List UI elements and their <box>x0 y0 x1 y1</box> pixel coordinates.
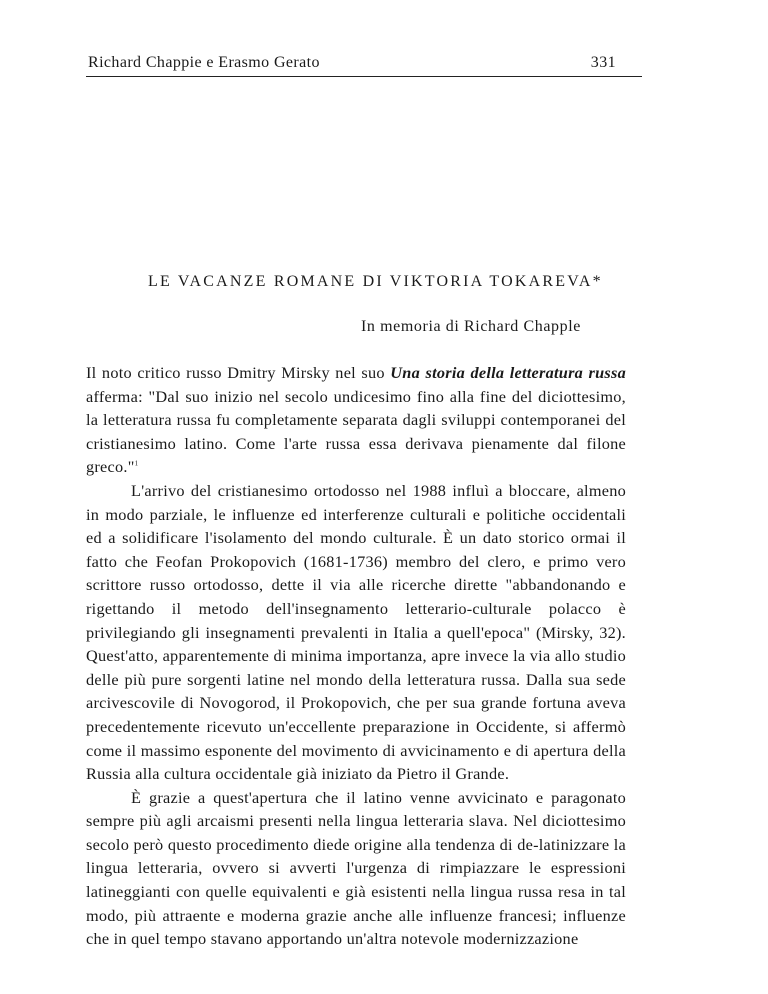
paragraph-1-rest: afferma: "Dal suo inizio nel secolo undicesimo fino alla fine del diciottesimo, la letteratura russa fu completamente separata dagli sviluppi contemporanei del cristianesimo latino. Come l'arte russa essa derivava pienamente dal filone greco." <box>86 386 626 477</box>
paragraph-2: L'arrivo del cristianesimo ortodosso nel 1988 influì a bloccare, almeno in modo parziale, le influenze ed interferenze culturali e politiche occidentali ed a solidificare l'isolamento del mondo culturale. È un dato storico ormai il fatto che Feofan Prokopovich (1681-1736) membro del clero, e primo vero scrittore russo ortodosso, dette il via alle ricerche dirette "abbandonando e rigettando il metodo dell'insegnamento letterario-culturale polacco è privilegiando gli insegnamenti prevalenti in Italia a quell'epoca" (Mirsky, 32). Quest'atto, apparentemente di minima importanza, apre invece la via allo studio delle più pure sorgenti latine nel mondo della letteratura russa. Dalla sua sede arcivescovile di Novogorod, il Prokopovich, che per sua grande fortuna aveva precedentemente ricevuto un'eccellente preparazione in Occidente, si affermò come il massimo esponente del movimento di avvicinamento e di apertura della Russia alla cultura occidentale già iniziato da Pietro il Grande. <box>86 480 626 784</box>
running-header <box>86 54 642 77</box>
paragraph-3: È grazie a quest'apertura che il latino venne avvicinato e paragonato sempre più agli arcaismi presenti nella lingua letteraria slava. Nel diciottesimo secolo però questo procedimento diede origine alla tendenza di de-latinizzare la lingua letteraria, ovvero si avverti l'urgenza di rimpiazzare le espressioni latineggianti con quelle equivalenti e già esistenti nella lingua russa resa in tal modo, più attraente e moderna grazie anche alle influenze francesi; influenze che in quel tempo stavano apportando un'altra notevole modernizzazione <box>86 787 626 949</box>
book-title: Una storia della letteratura russa <box>390 363 626 382</box>
page-number: 331 <box>590 54 616 71</box>
paragraph-1-intro: Il noto critico russo Dmitry Mirsky nel suo <box>86 363 391 382</box>
header-authors: Richard Chappie e Erasmo Gerato <box>88 54 320 71</box>
paragraph-1 <box>86 361 626 479</box>
article-body <box>86 361 626 951</box>
footnote-marker[interactable]: 1 <box>134 459 139 468</box>
dedication: In memoria di Richard Chapple <box>361 318 582 335</box>
article-title: LE VACANZE ROMANE DI VIKTORIA TOKAREVA* <box>148 273 603 290</box>
